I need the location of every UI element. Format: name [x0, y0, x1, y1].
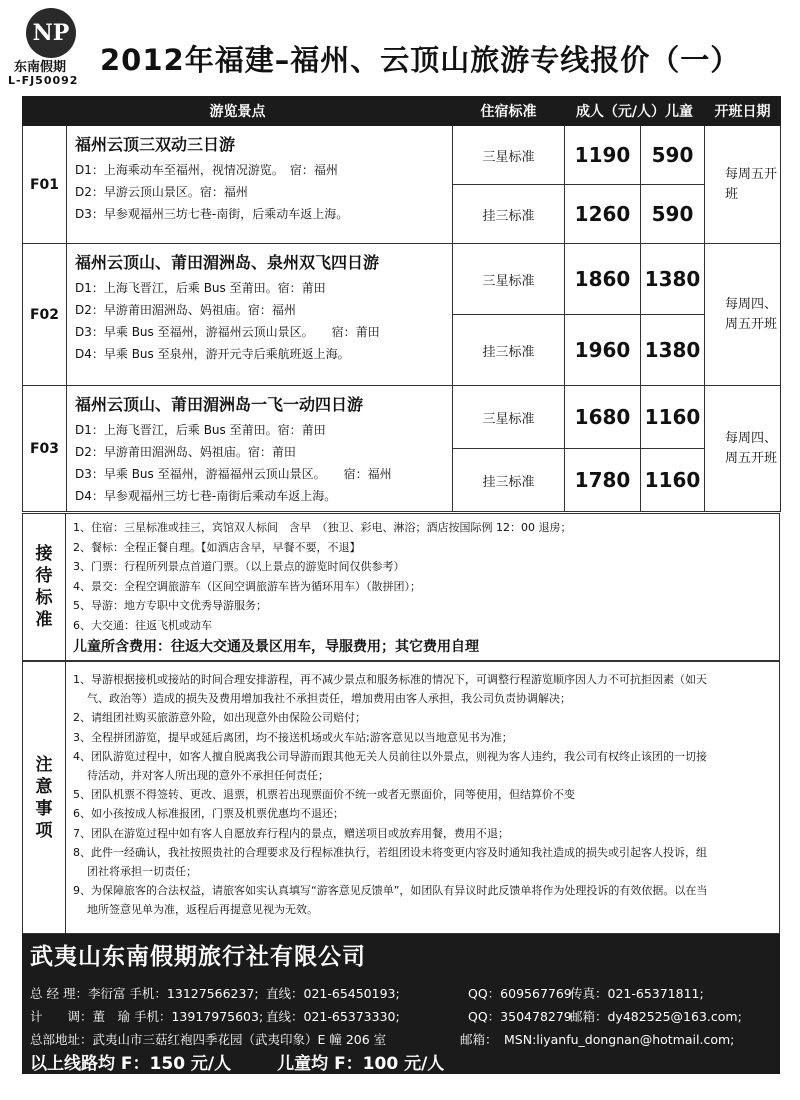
note-text: 4、团队游览过程中，如客人擅自脱离我公司导游而跟其他无关人员前往以外景点，则视为客人违约，我公司有权终止该团的一切接 [73, 749, 707, 763]
schedule-line: 周五开班 [725, 316, 778, 332]
label-char: 注 [35, 754, 53, 775]
note-text: 地所签意见单为准，返程后再提意见视为无效。 [87, 903, 318, 917]
tour-code: F03 [23, 386, 67, 512]
note-text: 9、为保障旅客的合法权益，请旅客如实认真填写“游客意见反馈单”，如团队有异议时此反馈单将作为处理投诉的有效依据。以在当 [73, 884, 708, 898]
contact-cell: 传真：021-65371811; [570, 986, 704, 1001]
list-item [73, 670, 773, 708]
adult-price: 1260 [565, 185, 641, 244]
child-price: 590 [641, 126, 705, 185]
note-text: 待活动，并对客人所出现的意外不承担任何责任； [87, 769, 329, 783]
company-logo [26, 8, 76, 58]
note-text: 气、政治等）造成的损失及费用增加我社不承担责任，增加费用由客人承担，我公司负责协调解决； [87, 692, 571, 706]
day-item: D3：早乘 Bus 至福州，游福福州云顶山景区。 宿：福州 [75, 467, 392, 481]
contact-cell: 直线：021-65373330; [266, 1009, 400, 1024]
day-item: D1：上海飞晋江，后乘 Bus 至莆田。宿：莆田 [75, 423, 326, 437]
reception-standards [22, 513, 780, 661]
tour-description [67, 126, 453, 244]
tour-name: 福州云顶三双动三日游 [75, 135, 236, 154]
list-item: 2、餐标：全程正餐自理。【如酒店含早，早餐不要，不退】 [73, 540, 361, 554]
adult-price: 1190 [565, 126, 641, 185]
list-item [73, 804, 773, 823]
logo-mark: NP [32, 20, 70, 46]
room-standard: 三星标准 [453, 244, 565, 315]
day-item: D4：早乘 Bus 至泉州，游开元寺后乘航班返上海。 [75, 347, 350, 361]
contact-row [30, 1030, 734, 1048]
label-char: 准 [35, 610, 53, 630]
note-text: 3、全程拼团游览，提早或延后离团，均不接送机场或火车站;游客意见以当地意见书为准； [73, 730, 513, 744]
list-item: 3、门票：行程所列景点首道门票。（以上景点的游览时间仅供参考） [73, 560, 405, 573]
company-name: 武夷山东南假期旅行社有限公司 [30, 944, 366, 970]
adult-price: 1860 [565, 244, 641, 315]
contact-cell: 直线：021-65450193; [266, 986, 400, 1001]
contact-cell: 邮箱： [460, 1032, 498, 1047]
logo-name: 东南假期 [14, 60, 67, 75]
license-code: L-FJ50092 [8, 74, 79, 87]
note-text: 8、此件一经确认，我社按照贵社的合理要求及行程标准执行，若组团设未将变更内容及时通知我社造成的损失或引起客人投诉，组 [73, 845, 707, 859]
note-text: 2、请组团社购买旅游意外险，如出现意外由保险公司赔付； [73, 711, 366, 725]
list-item: 1、住宿：三星标准或挂三，宾馆双人标间 含早 （独卫、彩电、淋浴；酒店按国际例 12：00 退房； [73, 521, 572, 534]
child-price: 1160 [641, 386, 705, 449]
table-row [23, 244, 781, 315]
day-item: D2：早游莆田湄洲岛、妈祖庙。宿：福州 [75, 303, 296, 317]
room-standard: 三星标准 [453, 126, 565, 185]
table-row [23, 126, 781, 185]
header [0, 0, 800, 96]
list-item [73, 747, 773, 785]
tour-code: F01 [23, 126, 67, 244]
col-header-route: 游览景点 [23, 97, 453, 126]
day-item: D4：早参观福州三坊七巷-南街后乘动车返上海。 [75, 489, 337, 503]
contact-cell: 计 调：董 瑜 手机：13917975603; [30, 1009, 264, 1024]
label-char: 事 [35, 798, 53, 819]
day-item: D3：早参观福州三坊七巷-南街，后乘动车返上海。 [75, 207, 349, 221]
adult-service-fee: 以上线路均 F：150 元/人 [30, 1054, 232, 1074]
tour-price-table [22, 96, 781, 512]
schedule [705, 386, 781, 512]
col-header-schedule: 开班日期 [705, 97, 781, 126]
note-text: 团社将承担一切责任； [87, 865, 197, 879]
schedule-line: 每周四、 [725, 296, 778, 312]
contact-cell: 总 经 理：李衍富 手机：13127566237; [30, 986, 259, 1001]
contact-cell: QQ：350478279 [468, 1009, 572, 1024]
child-price: 1160 [641, 449, 705, 512]
section-label [23, 662, 66, 933]
note-text: 5、团队机票不得签转、更改、退票，机票若出现票面价不统一或者无票面价，同等使用，但结算价不变 [73, 788, 575, 802]
list-item [73, 881, 773, 919]
child-price: 590 [641, 185, 705, 244]
service-fee [30, 1049, 444, 1074]
col-header-standard: 住宿标准 [453, 97, 565, 126]
room-standard: 挂三标准 [453, 315, 565, 386]
schedule-line: 周五开班 [725, 450, 778, 466]
day-item: D1：上海飞晋江，后乘 Bus 至莆田。宿：莆田 [75, 281, 326, 295]
contact-footer [22, 934, 780, 1074]
list-item [73, 728, 773, 747]
room-standard: 挂三标准 [453, 185, 565, 244]
table-row [23, 386, 781, 449]
notes-section [22, 661, 780, 934]
tour-description [67, 244, 453, 386]
tour-code: F02 [23, 244, 67, 386]
room-standard: 三星标准 [453, 386, 565, 449]
section-label [23, 514, 66, 660]
col-header-price: 成人（元/人）儿童 [565, 97, 705, 126]
contact-cell: QQ：609567769 [468, 986, 572, 1001]
contact-row [30, 1007, 742, 1025]
label-char: 项 [35, 820, 53, 841]
page-title: 2012年福建–福州、云顶山旅游专线报价（一） [100, 43, 741, 77]
child-service-fee: 儿童均 F：100 元/人 [277, 1054, 445, 1074]
adult-price: 1680 [565, 386, 641, 449]
adult-price: 1780 [565, 449, 641, 512]
tour-name: 福州云顶山、莆田湄洲岛、泉州双飞四日游 [75, 253, 380, 272]
day-item: D1：上海乘动车至福州，视情况游览。 宿：福州 [75, 163, 338, 177]
list-item: 6、大交通：往返飞机或动车 [73, 618, 212, 632]
label-char: 标 [35, 588, 53, 608]
room-standard: 挂三标准 [453, 449, 565, 512]
notes-list [73, 670, 773, 920]
list-item [73, 824, 773, 843]
label-char: 意 [35, 776, 53, 797]
contact-cell: 总部地址：武夷山市三菇红袍四季花园（武夷印象）E 幢 206 室 [30, 1032, 387, 1047]
contact-cell: 邮箱：dy482525@163.com; [570, 1009, 742, 1024]
list-item: 4、景交：全程空调旅游车（区间空调旅游车皆为循环用车）（散拼团）； [73, 579, 421, 593]
day-item: D2：早游云顶山景区。宿：福州 [75, 185, 248, 199]
tour-name: 福州云顶山、莆田湄洲岛一飞一动四日游 [75, 395, 364, 414]
contact-cell: MSN:liyanfu_dongnan@hotmail.com; [504, 1032, 735, 1047]
reception-list [73, 518, 773, 658]
note-text: 7、团队在游览过程中如有客人自愿放弃行程内的景点，赠送项目或放弃用餐，费用不退； [73, 826, 509, 840]
note-text: 1、导游根据接机或接站的时间合理安排游程，再不减少景点和服务标准的情况下，可调整行程游览顺序因人力不可抗拒因素（如天 [73, 673, 707, 686]
schedule: 每周五开班 [705, 126, 781, 244]
table-header-row [23, 97, 781, 126]
schedule-line: 每周四、 [725, 430, 778, 446]
list-item [73, 708, 773, 727]
day-item: D3：早乘 Bus 至福州，游福州云顶山景区。 宿：莆田 [75, 325, 380, 339]
tour-description [67, 386, 453, 512]
label-char: 待 [35, 566, 53, 586]
child-price: 1380 [641, 315, 705, 386]
kids-fee-note: 儿童所含费用：往返大交通及景区用车，导服费用；其它费用自理 [73, 639, 479, 655]
adult-price: 1960 [565, 315, 641, 386]
child-price: 1380 [641, 244, 705, 315]
day-item: D2：早游莆田湄洲岛、妈祖庙。宿：莆田 [75, 445, 296, 459]
schedule [705, 244, 781, 386]
note-text: 6、如小孩按成人标准报团，门票及机票优惠均不退还； [73, 807, 344, 821]
list-item: 5、导游：地方专职中文优秀导游服务； [73, 599, 267, 612]
contact-row [30, 984, 704, 1002]
label-char: 接 [35, 544, 53, 564]
list-item [73, 785, 773, 804]
list-item [73, 843, 773, 881]
